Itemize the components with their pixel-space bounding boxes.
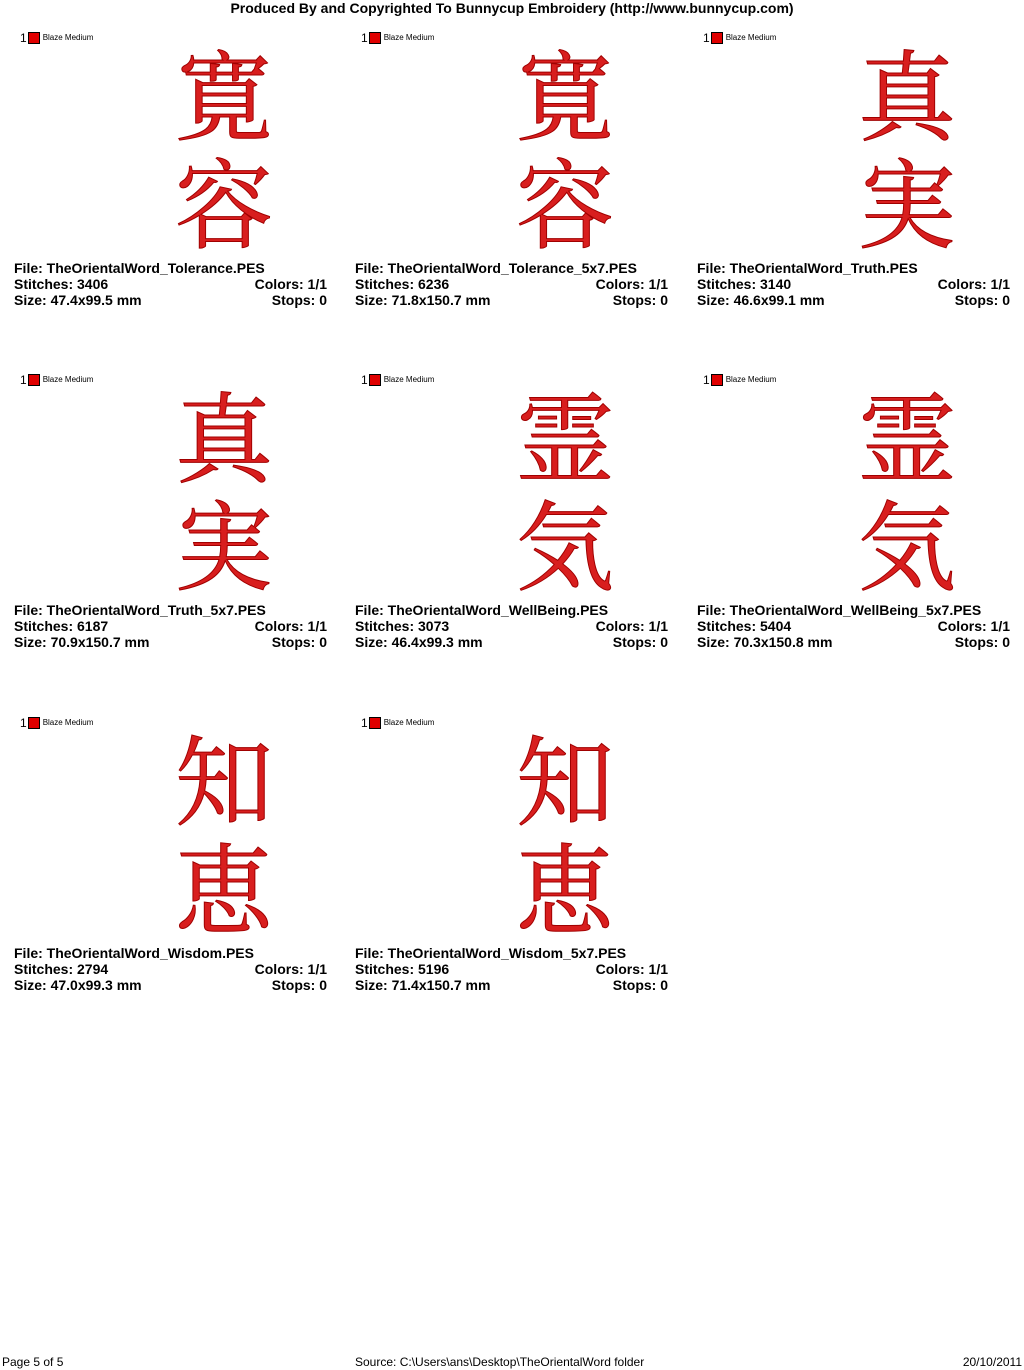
- kanji-glyph-top: 寛: [174, 42, 274, 156]
- color-count: Colors: 1/1: [595, 276, 668, 292]
- color-count: Colors: 1/1: [937, 618, 1010, 634]
- stitch-count: Stitches: 2794: [14, 961, 109, 977]
- stop-count: Stops: 0: [271, 634, 327, 650]
- kanji-glyph-bottom: 恵: [515, 835, 615, 935]
- embroidery-design-preview: [164, 713, 284, 935]
- color-swatch-row: [703, 373, 776, 387]
- embroidery-design-preview: [505, 370, 625, 592]
- color-name: Blaze Medium: [42, 375, 94, 384]
- design-size: Size: 46.4x99.3 mm: [355, 634, 483, 650]
- page-number: Page 5 of 5: [2, 1355, 64, 1369]
- kanji-glyph-top: 寛: [515, 42, 615, 156]
- color-swatch: [369, 374, 381, 386]
- stop-count: Stops: 0: [612, 292, 668, 308]
- color-swatch: [28, 717, 40, 729]
- color-count: Colors: 1/1: [254, 961, 327, 977]
- design-info: [355, 945, 668, 993]
- swatch-index: 1: [20, 373, 27, 387]
- swatch-index: 1: [361, 373, 368, 387]
- file-name: File: TheOrientalWord_Tolerance.PES: [14, 260, 265, 276]
- stop-count: Stops: 0: [612, 634, 668, 650]
- stop-count: Stops: 0: [954, 292, 1010, 308]
- kanji-glyph-top: 真: [857, 42, 957, 156]
- color-count: Colors: 1/1: [254, 276, 327, 292]
- design-card-wisdom: [14, 709, 334, 1009]
- swatch-index: 1: [20, 716, 27, 730]
- color-swatch: [28, 32, 40, 44]
- color-swatch-row: [361, 716, 434, 730]
- color-count: Colors: 1/1: [254, 618, 327, 634]
- file-name: File: TheOrientalWord_Wisdom_5x7.PES: [355, 945, 627, 961]
- stitch-count: Stitches: 6236: [355, 276, 450, 292]
- design-size: Size: 46.6x99.1 mm: [697, 292, 825, 308]
- color-swatch: [369, 717, 381, 729]
- color-swatch: [711, 32, 723, 44]
- kanji-glyph-bottom: 容: [515, 150, 615, 250]
- page-header: Produced By and Copyrighted To Bunnycup Embroidery (http://www.bunnycup.com): [230, 0, 794, 16]
- print-date: 20/10/2011: [962, 1355, 1022, 1369]
- design-info: [14, 945, 327, 993]
- color-swatch-row: [20, 373, 93, 387]
- file-name: File: TheOrientalWord_Truth_5x7.PES: [14, 602, 266, 618]
- design-card-tolerance: [14, 24, 334, 324]
- embroidery-design-preview: [164, 370, 284, 592]
- color-name: Blaze Medium: [383, 33, 435, 42]
- design-card-wisdom-5x7: [355, 709, 675, 1009]
- design-card-truth-5x7: [14, 366, 334, 666]
- design-info: [14, 602, 327, 650]
- stop-count: Stops: 0: [271, 977, 327, 993]
- design-size: Size: 70.3x150.8 mm: [697, 634, 833, 650]
- embroidery-design-preview: [505, 713, 625, 935]
- design-card-truth: [697, 24, 1017, 324]
- color-count: Colors: 1/1: [937, 276, 1010, 292]
- stitch-count: Stitches: 3406: [14, 276, 109, 292]
- kanji-glyph-bottom: 気: [515, 492, 615, 592]
- color-swatch-row: [20, 31, 93, 45]
- color-count: Colors: 1/1: [595, 618, 668, 634]
- design-size: Size: 70.9x150.7 mm: [14, 634, 150, 650]
- design-size: Size: 47.4x99.5 mm: [14, 292, 142, 308]
- kanji-glyph-top: 知: [515, 727, 615, 841]
- embroidery-design-preview: [847, 28, 967, 250]
- color-swatch-row: [20, 716, 93, 730]
- color-swatch: [711, 374, 723, 386]
- design-size: Size: 47.0x99.3 mm: [14, 977, 142, 993]
- stitch-count: Stitches: 6187: [14, 618, 109, 634]
- stop-count: Stops: 0: [271, 292, 327, 308]
- kanji-glyph-bottom: 気: [857, 492, 957, 592]
- design-info: [697, 260, 1010, 308]
- source-path: Source: C:\Users\ans\Desktop\TheOrientalWord folder: [355, 1355, 645, 1369]
- color-name: Blaze Medium: [383, 718, 435, 727]
- stitch-count: Stitches: 5196: [355, 961, 450, 977]
- kanji-glyph-bottom: 容: [174, 150, 274, 250]
- design-card-wellbeing: [355, 366, 675, 666]
- stop-count: Stops: 0: [612, 977, 668, 993]
- stop-count: Stops: 0: [954, 634, 1010, 650]
- color-swatch-row: [703, 31, 776, 45]
- color-swatch-row: [361, 373, 434, 387]
- kanji-glyph-bottom: 実: [857, 150, 957, 250]
- color-name: Blaze Medium: [383, 375, 435, 384]
- design-info: [355, 602, 668, 650]
- file-name: File: TheOrientalWord_WellBeing_5x7.PES: [697, 602, 982, 618]
- design-info: [697, 602, 1010, 650]
- stitch-count: Stitches: 5404: [697, 618, 792, 634]
- kanji-glyph-top: 知: [174, 727, 274, 841]
- embroidery-design-preview: [847, 370, 967, 592]
- swatch-index: 1: [20, 31, 27, 45]
- stitch-count: Stitches: 3140: [697, 276, 792, 292]
- embroidery-design-preview: [505, 28, 625, 250]
- color-swatch: [369, 32, 381, 44]
- embroidery-design-preview: [164, 28, 284, 250]
- color-name: Blaze Medium: [42, 33, 94, 42]
- kanji-glyph-top: 霊: [857, 384, 957, 498]
- swatch-index: 1: [703, 373, 710, 387]
- kanji-glyph-bottom: 実: [174, 492, 274, 592]
- kanji-glyph-top: 真: [174, 384, 274, 498]
- file-name: File: TheOrientalWord_Wisdom.PES: [14, 945, 254, 961]
- design-card-tolerance-5x7: [355, 24, 675, 324]
- color-count: Colors: 1/1: [595, 961, 668, 977]
- color-name: Blaze Medium: [42, 718, 94, 727]
- design-info: [14, 260, 327, 308]
- file-name: File: TheOrientalWord_Truth.PES: [697, 260, 918, 276]
- swatch-index: 1: [361, 716, 368, 730]
- file-name: File: TheOrientalWord_WellBeing.PES: [355, 602, 609, 618]
- swatch-index: 1: [361, 31, 368, 45]
- color-swatch-row: [361, 31, 434, 45]
- file-name: File: TheOrientalWord_Tolerance_5x7.PES: [355, 260, 637, 276]
- stitch-count: Stitches: 3073: [355, 618, 450, 634]
- kanji-glyph-top: 霊: [515, 384, 615, 498]
- design-info: [355, 260, 668, 308]
- design-card-wellbeing-5x7: [697, 366, 1017, 666]
- kanji-glyph-bottom: 恵: [174, 835, 274, 935]
- design-size: Size: 71.4x150.7 mm: [355, 977, 491, 993]
- color-name: Blaze Medium: [725, 375, 777, 384]
- swatch-index: 1: [703, 31, 710, 45]
- design-size: Size: 71.8x150.7 mm: [355, 292, 491, 308]
- color-swatch: [28, 374, 40, 386]
- color-name: Blaze Medium: [725, 33, 777, 42]
